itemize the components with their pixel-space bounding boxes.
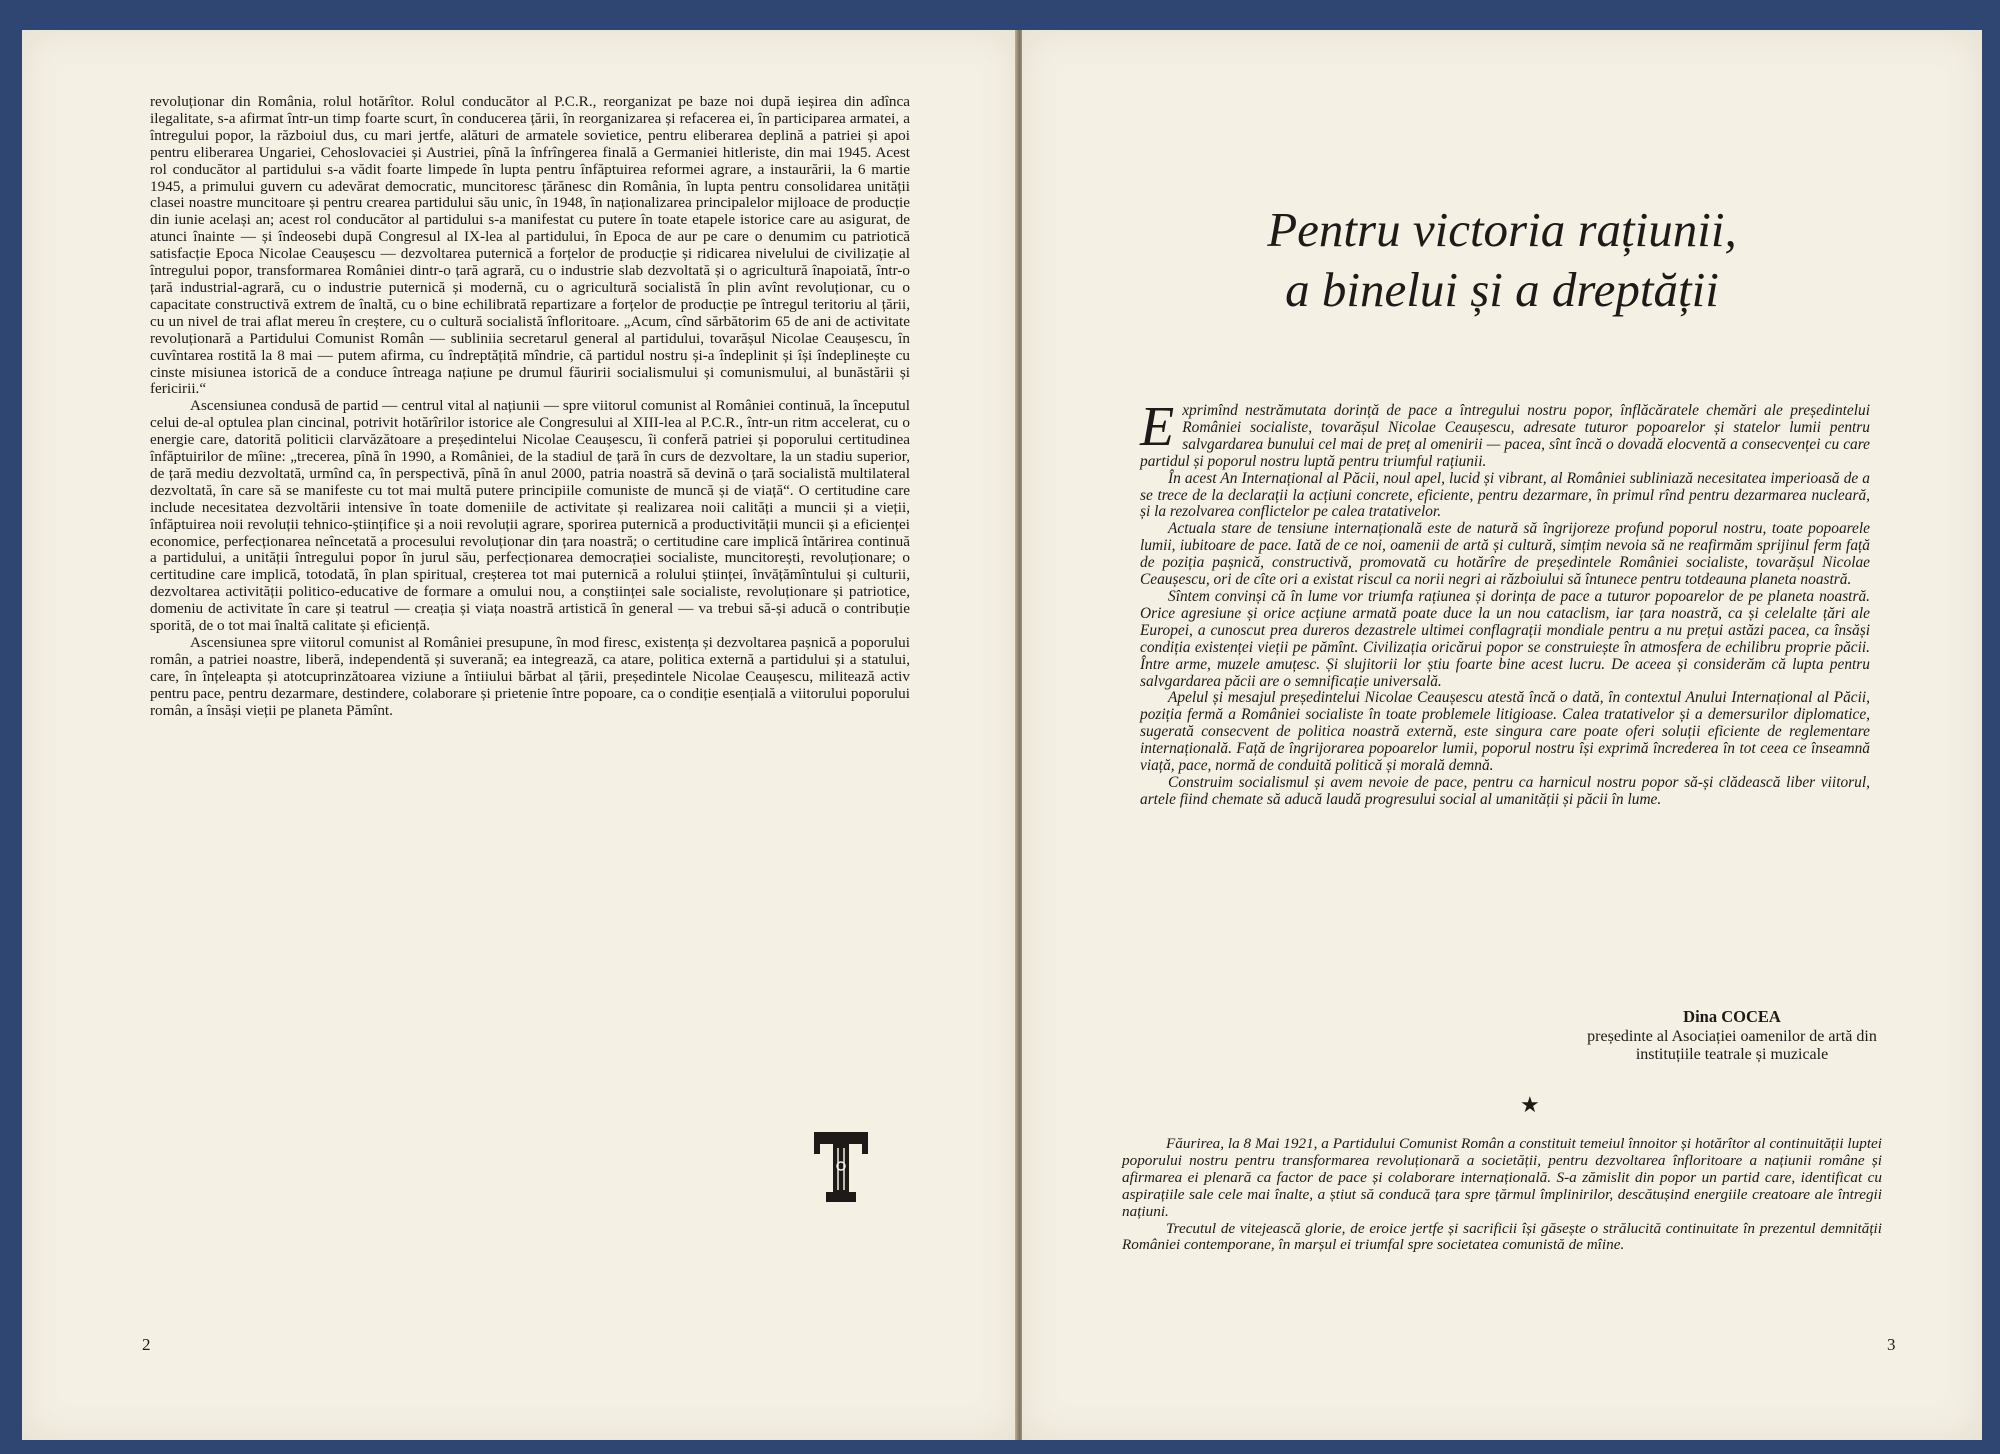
left-paragraph-2: Ascensiunea condusă de partid — centrul vital al națiunii — spre viitorul comunist al României continuă, la începutul celui de-al optulea plan cincinal, potrivit hotărîrilor istorice ale Congresului al XIII-lea al P.C.R., într-un ritm accelerat, cu o energie care, datorită politicii clarvăzătoare a președintelui Nicolae Ceaușescu, îi conferă patriei și poporului certitudinea înfăptuirilor de mîine: „trecerea, pînă în 1990, a României, de la stadiul de țară în curs de dezvoltare, la un stadiu superior, de țară mediu dezvoltată, urmînd ca, în perspectivă, pînă în anul 2000, patria noastră să devină o țară socialistă multilateral dezvoltată, în care să se manifeste cu tot mai multă putere principiile comuniste de muncă și de viață“. O certitudine care include necesitatea dezvoltării intensive în toate domeniile de activitate și realizarea noii calități a muncii și a vieții, înfăptuirea noii revoluții tehnico-științifice și a noii revoluții agrare, sporirea puternică a productivității muncii și a eficienței economice, perfecționarea neîncetată a procesului revoluționar din țara noastră; o certitudine care implică întărirea continuă a partidului, a unității întregului popor în jurul său, perfecționarea democrației socialiste, muncitorești, revoluționare; o certitudine care implică, totodată, în plan spiritual, creșterea tot mai puternică a rolului științei, învățămîntului și culturii, dezvoltarea activității politico-educative de formare a omului nou, a conștiinței sale socialiste, revoluționare și patriotice, domeniu de activitate în care și teatrul — creația și viața noastră artistică în general — va trebui să-și aducă o contribuție sporită, de o tot mai înaltă calitate și eficiență. [150, 397, 910, 635]
left-paragraph-1: revoluționar din România, rolul hotărîtor. Rolul conducător al P.C.R., reorganizat pe baze noi după ieșirea din adînca ilegalitate, s-a afirmat într-un timp foarte scurt, în conducerea țării, în reorganizarea și refacerea ei, în participarea armatei, a întregului popor, la războiul dus, cu mari jertfe, alături de armatele sovietice, pentru eliberarea deplină a patriei și apoi pentru eliberarea Ungariei, Cehoslovaciei și Austriei, pînă la înfrîngerea finală a Germaniei hitleriste, din mai 1945. Acest rol conducător al partidului s-a vădit foarte limpede în lupta pentru înfăptuirea reformei agrare, a instaurării, la 6 martie 1945, a primului guvern cu adevărat democratic, muncitoresc țărănesc din România, în lupta pentru consolidarea unității clasei noastre muncitoare și pentru crearea partidului său unic, în 1948, în naționalizarea principalelor mijloace de producție din iunie același an; acest rol conducător al partidului s-a manifestat cu putere în toate etapele istorice care au asigurat, de atunci înainte — și îndeosebi după Congresul al IX-lea al partidului, în Epoca de aur pe care o denumim cu patriotică satisfacție Epoca Nicolae Ceaușescu — dezvoltarea puternică a forțelor de producție și ridicarea nivelului de civilizație al întregului popor, transformarea României dintr-o țară agrară, cu o industrie slab dezvoltată și o agricultură înapoiată, într-o țară industrial-agrară, cu o industrie puternică și modernă, cu o agricultură socialistă în plin avînt revoluționar, cu o capacitate constructivă extrem de înaltă, cu o bine echilibrată repartizare a forțelor de producție pe întregul teritoriu al țării, cu un nivel de trai aflat mereu în creștere, cu o cultură socialistă înfloritoare. „Acum, cînd sărbătorim 65 de ani de activitate revoluționară a Partidului Comunist Român — subliniia secretarul general al partidului, tovarășul Nicolae Ceaușescu, în cuvîntarea rostită la 8 mai — putem afirma, cu îndreptățită mîndrie, că partidul nostru și-a îndeplinit și își îndeplinește cu cinste misiunea istorică de a conduce întreaga națiune pe drumul făuririi socialismului și comunismului, al bunăstării și fericirii.“ [150, 93, 910, 398]
right-paragraph-1 [1140, 396, 1870, 471]
bottom-paragraph-2: Trecutul de vitejească glorie, de eroice jertfe și sacrificii își găsește o strălucită continuitate în prezentul demnității României contemporane, în marșul ei triumfal spre societatea comunistă de mîine. [1122, 1219, 1882, 1254]
article-title [1022, 200, 1982, 320]
author-signature [1582, 1008, 1882, 1064]
theatre-t-ornament-icon [812, 1130, 870, 1206]
bottom-paragraph-1: Făurirea, la 8 Mai 1921, a Partidului Comunist Român a constituit temeiul înnoitor și hotărîtor al continuității luptei poporului nostru pentru transformarea revoluționară a societății, pentru dezvoltarea înfloritoare a națiunii române și afirmarea ei plenară ca factor de pace și colaborare internațională. S-a zămislit din popor un partid care, identificat cu aspirațiile sale cele mai înalte, a știut să conducă țara spre țărmul împlinirilor, descătușind energiile creatoare ale întregii națiuni. [1122, 1135, 1882, 1220]
right-article-text [1140, 396, 1870, 809]
right-paragraph-2: În acest An Internațional al Păcii, noul apel, lucid și vibrant, al României subliniază necesitatea imperioasă de a se trece de la declarații la acțiuni concrete, eficiente, pentru dezarmare, în primul rînd pentru dezarmarea nucleară, și la rezolvarea conflictelor pe calea tratativelor. [1140, 469, 1870, 521]
drop-cap: E [1140, 396, 1175, 458]
right-paragraph-4: Sîntem convinși că în lume vor triumfa rațiunea și dorința de pace a tuturor popoarelor de pe planeta noastră. Orice agresiune și orice acțiune armată poate duce la un nou cataclism, iar țara noastră, ca și celelalte țări ale Europei, a cunoscut prea dureros dezastrele ultimei conflagrații mondiale pentru a nu prețui astăzi pacea, ca însăși condiția existenței vieții pe pămînt. Civilizația oricărui popor se construiește în atmosfera de echilibru proprie păcii. Între arme, muzele amuțesc. Și slujitorii lor știu foarte bine acest lucru. De aceea și considerăm că lupta pentru salvgardarea păcii are o semnificație universală. [1140, 587, 1870, 690]
right-paragraph-1-text: xprimînd nestrămutata dorință de pace a întregului nostru popor, înflăcăratele chemări ale președintelui României socialiste, tovarășul Nicolae Ceaușescu, adresate tuturor popoarelor și statelor lumii pentru salvgardarea bunului cel mai de preț al omenirii — pacea, sînt încă o dovadă elocventă a consecvenței cu care partidul și poporul nostru luptă pentru triumful rațiunii. [1140, 402, 1870, 470]
left-page-number: 2 [142, 1335, 151, 1354]
author-title: președinte al Asociației oamenilor de artă din instituțiile teatrale și muzicale [1587, 1028, 1877, 1063]
right-page-number: 3 [1887, 1335, 1896, 1354]
left-article-text [150, 94, 910, 720]
title-line-2: a binelui și a dreptății [1285, 262, 1719, 317]
right-page [1022, 30, 1982, 1440]
author-name: Dina COCEA [1683, 1007, 1781, 1026]
right-paragraph-5: Apelul și mesajul președintelui Nicolae Ceaușescu atestă încă o dată, în contextul Anului Internațional al Păcii, poziția fermă a României socialiste în toate problemele litigioase. Calea tratativelor și a demersurilor diplomatice, sugerată consecvent de politica noastră externă, este singura care poate oferi soluții eficiente de reglementare internațională. Față de îngrijorarea popoarelor lumii, poporul nostru își exprimă încrederea în tot ceea ce înseamnă viață, pace, normă de conduită politică și morală demnă. [1140, 689, 1870, 775]
left-page [22, 30, 1017, 1440]
star-icon: ★ [1520, 1092, 1540, 1117]
bottom-article-text [1122, 1136, 1882, 1254]
left-paragraph-3: Ascensiunea spre viitorul comunist al României presupune, în mod firesc, existența și dezvoltarea pașnică a poporului român, a patriei noastre, liberă, independentă și suverană; ea integrează, ca atare, politica externă a partidului și a statului, care, în înțeleapta și atotcuprinzătoarea viziune a întiiului bărbat al țării, președintele Nicolae Ceaușescu, militează activ pentru pace, pentru dezarmare, destindere, colaborare și prietenie între popoare, ca o condiție esențială a viitorului poporului român, a însăși vieții pe planeta Pămînt. [150, 634, 910, 719]
right-paragraph-6: Construim socialismul și avem nevoie de pace, pentru ca harnicul nostru popor să-și clădească liber viitorul, artele fiind chemate să aducă laudă progresului social al umanității și păcii în lume. [1140, 773, 1870, 808]
title-line-1: Pentru victoria rațiunii, [1267, 202, 1737, 257]
right-paragraph-3: Actuala stare de tensiune internațională este de natură să îngrijoreze profund poporul nostru, toate popoarele lumii, iubitoare de pace. Iată de ce noi, oamenii de artă și cultură, simțim nevoia să ne reafirmăm sprijinul ferm față de poziția pașnică, constructivă, promovată cu hotărîre de președintele României socialiste, tovarășul Nicolae Ceaușescu, ori de cîte ori a existat riscul ca norii negri ai războiului să întunece pentru totdeauna planeta noastră. [1140, 520, 1870, 589]
